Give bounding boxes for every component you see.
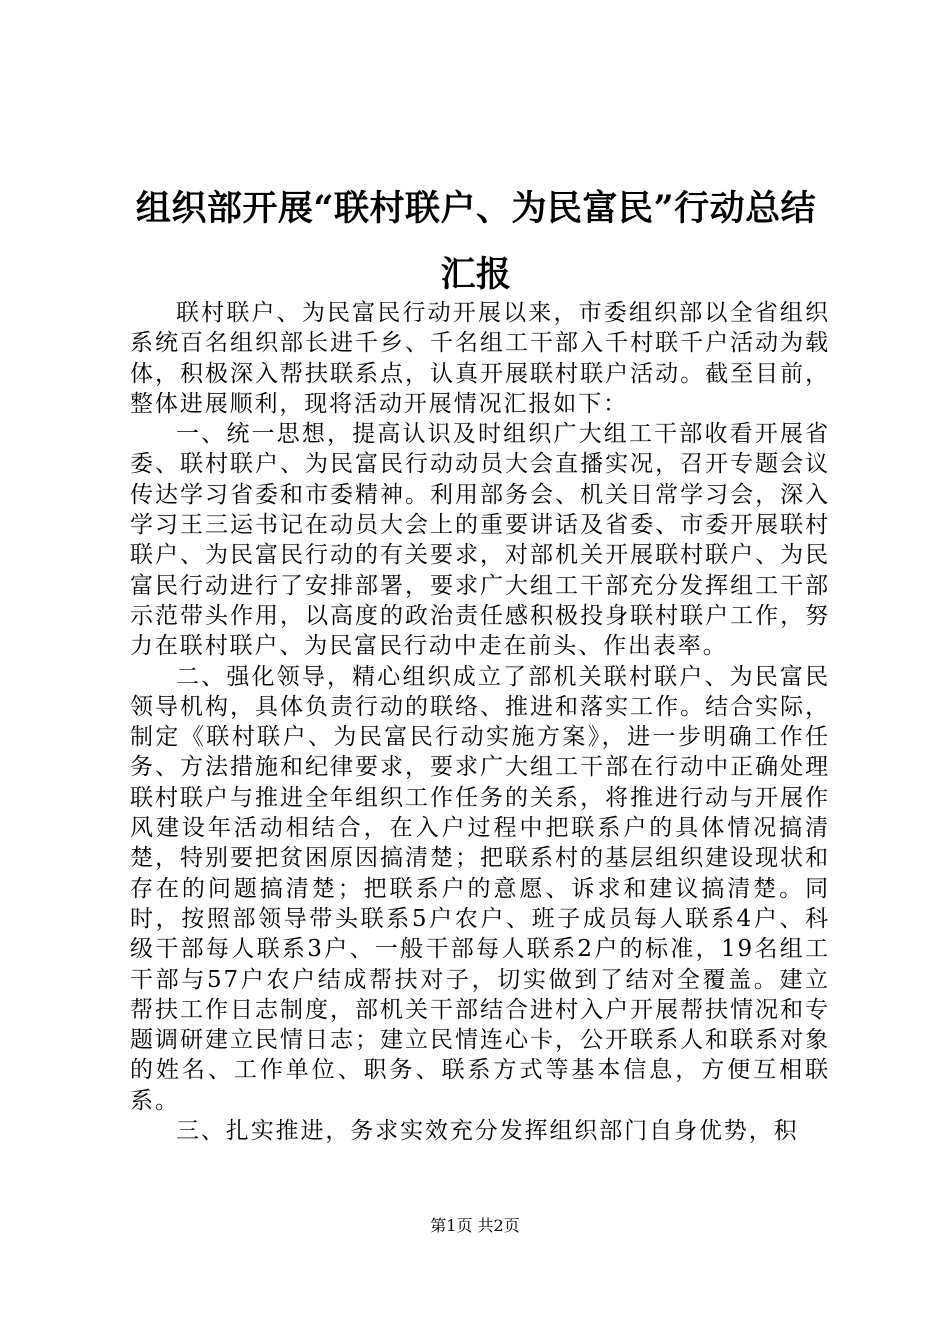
page-footer: 第1页 共2页	[430, 1216, 520, 1235]
document-title: 组织部开展“联村联户、为民富民”行动总结汇报	[135, 188, 817, 295]
paragraph-section-2: 二、强化领导，精心组织成立了部机关联村联户、为民富民领导机构，具体负责行动的联络、推进和落实工作。结合实际，制定《联村联户、为民富民行动实施方案》，进一步明确工作任务、方法措施和纪律要求，要求广大组工干部在行动中正确处理联村联户与推进全年组织工作任务的关系，将推进行动与开展作风建设年活动相结合，在入户过程中把联系户的具体情况搞清楚，特别要把贫困原因搞清楚；把联系村的基层组织建设现状和存在的问题搞清楚；把联系户的意愿、诉求和建议搞清楚。同时，按照部领导带头联系5户农户、班子成员每人联系4户、科级干部每人联系3户、一般干部每人联系2户的标准，19名组工干部与57户农户结成帮扶对子，切实做到了结对全覆盖。建立帮扶工作日志制度，部机关干部结合进村入户开展帮扶情况和专题调研建立民情日志；建立民情连心卡，公开联系人和联系对象的姓名、工作单位、职务、联系方式等基本信息，方便互相联系。	[130, 663, 830, 1114]
paragraph-section-1: 一、统一思想，提高认识及时组织广大组工干部收看开展省委、联村联户、为民富民行动动员大会直播实况，召开专题会议传达学习省委和市委精神。利用部务会、机关日常学习会，深入学习王三运书记在动员大会上的重要讲话及省委、市委开展联村联户、为民富民行动的有关要求，对部机关开展联村联户、为民富民行动进行了安排部署，要求广大组工干部充分发挥组工干部示范带头作用，以高度的政治责任感积极投身联村联户工作，努力在联村联户、为民富民行动中走在前头、作出表率。	[130, 421, 830, 660]
paragraph-intro: 联村联户、为民富民行动开展以来，市委组织部以全省组织系统百名组织部长进千乡、千名组工干部入千村联千户活动为载体，积极深入帮扶联系点，认真开展联村联户活动。截至目前，整体进展顺利，现将活动开展情况汇报如下：	[130, 300, 830, 417]
document-body	[130, 298, 830, 1146]
paragraph-section-3: 三、扎实推进，务求实效充分发挥组织部门自身优势，积	[176, 1118, 799, 1145]
